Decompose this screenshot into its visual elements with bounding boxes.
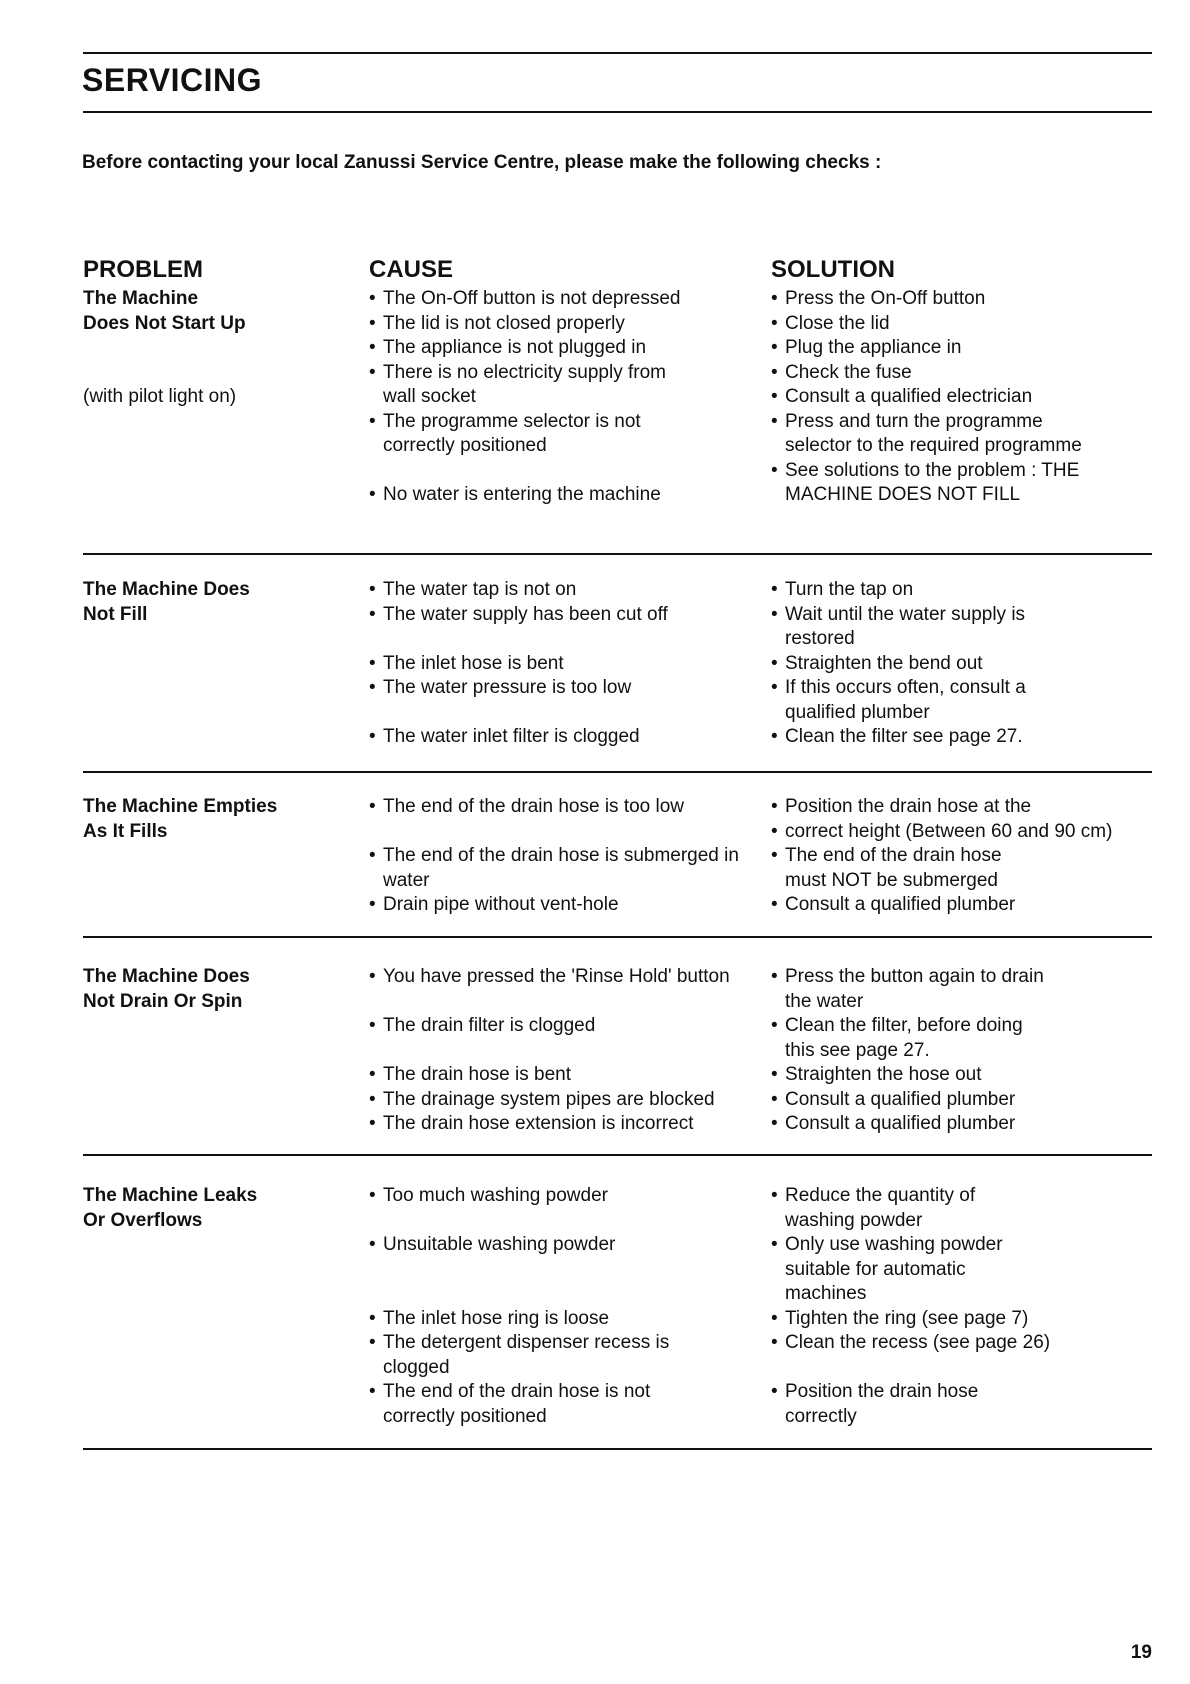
bullet: • [369,894,376,915]
title-underline [83,111,1152,113]
cause-item [369,1331,718,1380]
solution-item [771,820,1171,845]
solution-item [771,1380,1025,1429]
bullet: • [771,603,778,625]
cause-text: The end of the drain hose is too low [383,796,685,817]
solution-item [771,312,1171,337]
cause-item [369,603,759,628]
cause-item [369,1380,683,1429]
solution-item [771,385,1171,410]
cause-item [369,795,759,820]
section-divider [83,553,1152,555]
cause-item [369,1307,759,1332]
bullet: • [771,796,778,817]
solution-item [771,410,1085,459]
solution-item [771,652,1171,677]
cause-column [369,965,759,1137]
cause-text: The drainage system pipes are blocked [383,1088,715,1110]
cause-item [369,725,759,750]
solution-text: Reduce the quantity of washing powder [785,1185,976,1231]
bullet: • [771,1234,778,1255]
bullet: • [771,288,778,309]
bullet: • [369,361,376,383]
cause-text: The On-Off button is not depressed [383,288,681,309]
solution-text: Clean the filter, before doing this see page 27. [785,1015,1023,1061]
solution-text: Straighten the bend out [785,652,983,674]
cause-item [369,312,759,337]
bullet: • [771,894,778,915]
bullet: • [369,796,376,817]
problem-title: Or Overflows [83,1209,203,1231]
solution-text: Press the On-Off button [785,288,986,309]
bullet: • [771,459,778,481]
solution-item [771,287,1171,312]
solution-item [771,1063,1171,1088]
solution-item [771,1014,1050,1063]
bullet: • [771,1064,778,1085]
cause-item [369,1014,759,1039]
bullet: • [771,845,778,866]
solution-item [771,1088,1171,1113]
solution-item [771,676,1085,725]
cause-text: The end of the drain hose is submerged in water [383,845,739,891]
bullet: • [369,312,376,334]
solution-text: Consult a qualified plumber [785,1113,1016,1134]
solution-item [771,361,1171,386]
problem-note: (with pilot light on) [83,386,237,407]
cause-item [369,483,759,508]
section-divider [83,771,1152,773]
cause-text: The appliance is not plugged in [383,337,647,358]
solution-item [771,844,1040,893]
bullet: • [771,337,778,358]
solution-item [771,459,1095,508]
section-divider [83,936,1152,938]
solution-header: SOLUTION [771,256,895,283]
solution-text: Consult a qualified plumber [785,1088,1016,1110]
bullet: • [369,966,376,987]
cause-text: No water is entering the machine [383,484,661,505]
section-divider [83,1154,1152,1156]
solution-text: Close the lid [785,312,890,334]
cause-text: You have pressed the 'Rinse Hold' button [383,966,730,987]
bullet: • [771,1381,778,1402]
bullet: • [369,1113,376,1134]
cause-text: The programme selector is not correctly positioned [383,410,641,456]
cause-text: The water pressure is too low [383,677,632,698]
bullet: • [771,820,778,842]
cause-text: Drain pipe without vent-hole [383,894,619,915]
solution-text: correct height (Between 60 and 90 cm) [785,820,1113,842]
cause-text: The water supply has been cut off [383,603,668,625]
bullet: • [771,652,778,674]
problem-title: The Machine Empties [83,796,278,817]
solution-text: Only use washing powder suitable for automatic machines [785,1234,1003,1304]
problem-title: Not Fill [83,603,148,625]
bullet: • [771,312,778,334]
solution-text: Position the drain hose at the [785,796,1032,817]
cause-item [369,1112,759,1137]
intro-text: Before contacting your local Zanussi Service Centre, please make the following checks : [82,152,882,173]
cause-column [369,287,759,508]
problem-title: The Machine Does [83,966,250,987]
cause-item [369,410,663,459]
cause-text: The drain filter is clogged [383,1015,596,1036]
solution-item [771,795,1171,820]
cause-text: Too much washing powder [383,1185,608,1206]
problem-column [83,965,353,1014]
bullet: • [369,337,376,358]
cause-text: The inlet hose ring is loose [383,1307,610,1329]
solution-text: The end of the drain hose must NOT be submerged [785,845,1002,891]
bullet: • [369,484,376,505]
solution-text: Straighten the hose out [785,1064,982,1085]
bullet: • [369,726,376,747]
bullet: • [369,1088,376,1110]
solution-item [771,1184,1030,1233]
cause-text: The detergent dispenser recess is clogged [383,1332,670,1378]
bullet: • [771,361,778,383]
bullet: • [369,845,376,866]
cause-item [369,361,695,410]
problem-column [83,795,353,844]
solution-item [771,1233,1040,1307]
solution-text: Clean the recess (see page 26) [785,1332,1051,1353]
solution-item [771,1112,1171,1137]
bullet: • [369,579,376,600]
problem-title: The Machine [83,288,199,309]
bullet: • [771,1015,778,1036]
solution-item [771,603,1080,652]
solution-item [771,725,1171,750]
cause-item [369,1184,759,1209]
problem-title: The Machine Leaks [83,1185,258,1206]
cause-item [369,1233,759,1258]
cause-item [369,1063,759,1088]
cause-text: The drain hose is bent [383,1064,572,1085]
bullet: • [771,579,778,600]
cause-item [369,965,759,990]
bullet: • [771,410,778,432]
bullet: • [771,1113,778,1134]
solution-text: See solutions to the problem : THE MACHINE DOES NOT FILL [785,459,1080,505]
cause-column [369,578,759,750]
cause-text: The drain hose extension is incorrect [383,1113,694,1134]
bullet: • [771,1307,778,1329]
cause-text: The lid is not closed properly [383,312,625,334]
solution-item [771,578,1171,603]
page-title: SERVICING [82,62,262,98]
bottom-rule [83,1448,1152,1450]
bullet: • [771,386,778,407]
solution-text: Plug the appliance in [785,337,962,358]
solution-column [771,287,1171,508]
page-number: 19 [1130,1642,1152,1663]
problem-title: Not Drain Or Spin [83,990,243,1012]
problem-column [83,1184,353,1233]
bullet: • [369,1381,376,1402]
cause-text: There is no electricity supply from wall socket [383,361,666,407]
cause-text: Unsuitable washing powder [383,1234,616,1255]
cause-item [369,652,759,677]
solution-item [771,1331,1171,1356]
problem-title: As It Fills [83,820,168,842]
bullet: • [369,1332,376,1353]
solution-text: Turn the tap on [785,579,914,600]
solution-text: Press the button again to drain the water [785,966,1044,1012]
bullet: • [771,1088,778,1110]
bullet: • [771,966,778,987]
solution-text: Check the fuse [785,361,912,383]
solution-item [771,336,1171,361]
bullet: • [369,1185,376,1206]
cause-item [369,844,768,893]
solution-text: If this occurs often, consult a qualified plumber [785,677,1026,723]
solution-column [771,795,1171,918]
cause-column [369,1184,759,1429]
problem-title: Does Not Start Up [83,312,246,334]
bullet: • [369,410,376,432]
bullet: • [369,288,376,309]
bullet: • [369,1307,376,1329]
top-rule [83,52,1152,54]
cause-item [369,893,759,918]
solution-text: Clean the filter see page 27. [785,726,1023,747]
solution-item [771,893,1171,918]
cause-text: The water inlet filter is clogged [383,726,640,747]
bullet: • [771,1185,778,1206]
solution-text: Tighten the ring (see page 7) [785,1307,1029,1329]
solution-text: Press and turn the programme selector to the required programme [785,410,1082,456]
cause-text: The inlet hose is bent [383,652,564,674]
solution-text: Consult a qualified electrician [785,386,1033,407]
bullet: • [771,1332,778,1353]
cause-header: CAUSE [369,256,454,283]
bullet: • [369,1234,376,1255]
solution-column [771,965,1171,1137]
bullet: • [369,1015,376,1036]
solution-item [771,965,1045,1014]
bullet: • [771,726,778,747]
cause-item [369,336,759,361]
cause-column [369,795,759,918]
cause-text: The end of the drain hose is not correctly positioned [383,1381,651,1427]
problem-title: The Machine Does [83,579,250,600]
solution-text: Consult a qualified plumber [785,894,1016,915]
cause-item [369,1088,759,1113]
problem-column [83,578,353,627]
solution-text: Wait until the water supply is restored [785,603,1026,649]
bullet: • [369,652,376,674]
cause-text: The water tap is not on [383,579,577,600]
problem-column [83,287,353,410]
cause-item [369,676,759,701]
solution-text: Position the drain hose correctly [785,1381,979,1427]
solution-column [771,1184,1171,1429]
cause-item [369,287,759,312]
solution-item [771,1307,1171,1332]
bullet: • [369,1064,376,1085]
solution-column [771,578,1171,750]
problem-header: PROBLEM [83,256,203,283]
bullet: • [771,677,778,698]
cause-item [369,578,759,603]
bullet: • [369,603,376,625]
bullet: • [369,677,376,698]
